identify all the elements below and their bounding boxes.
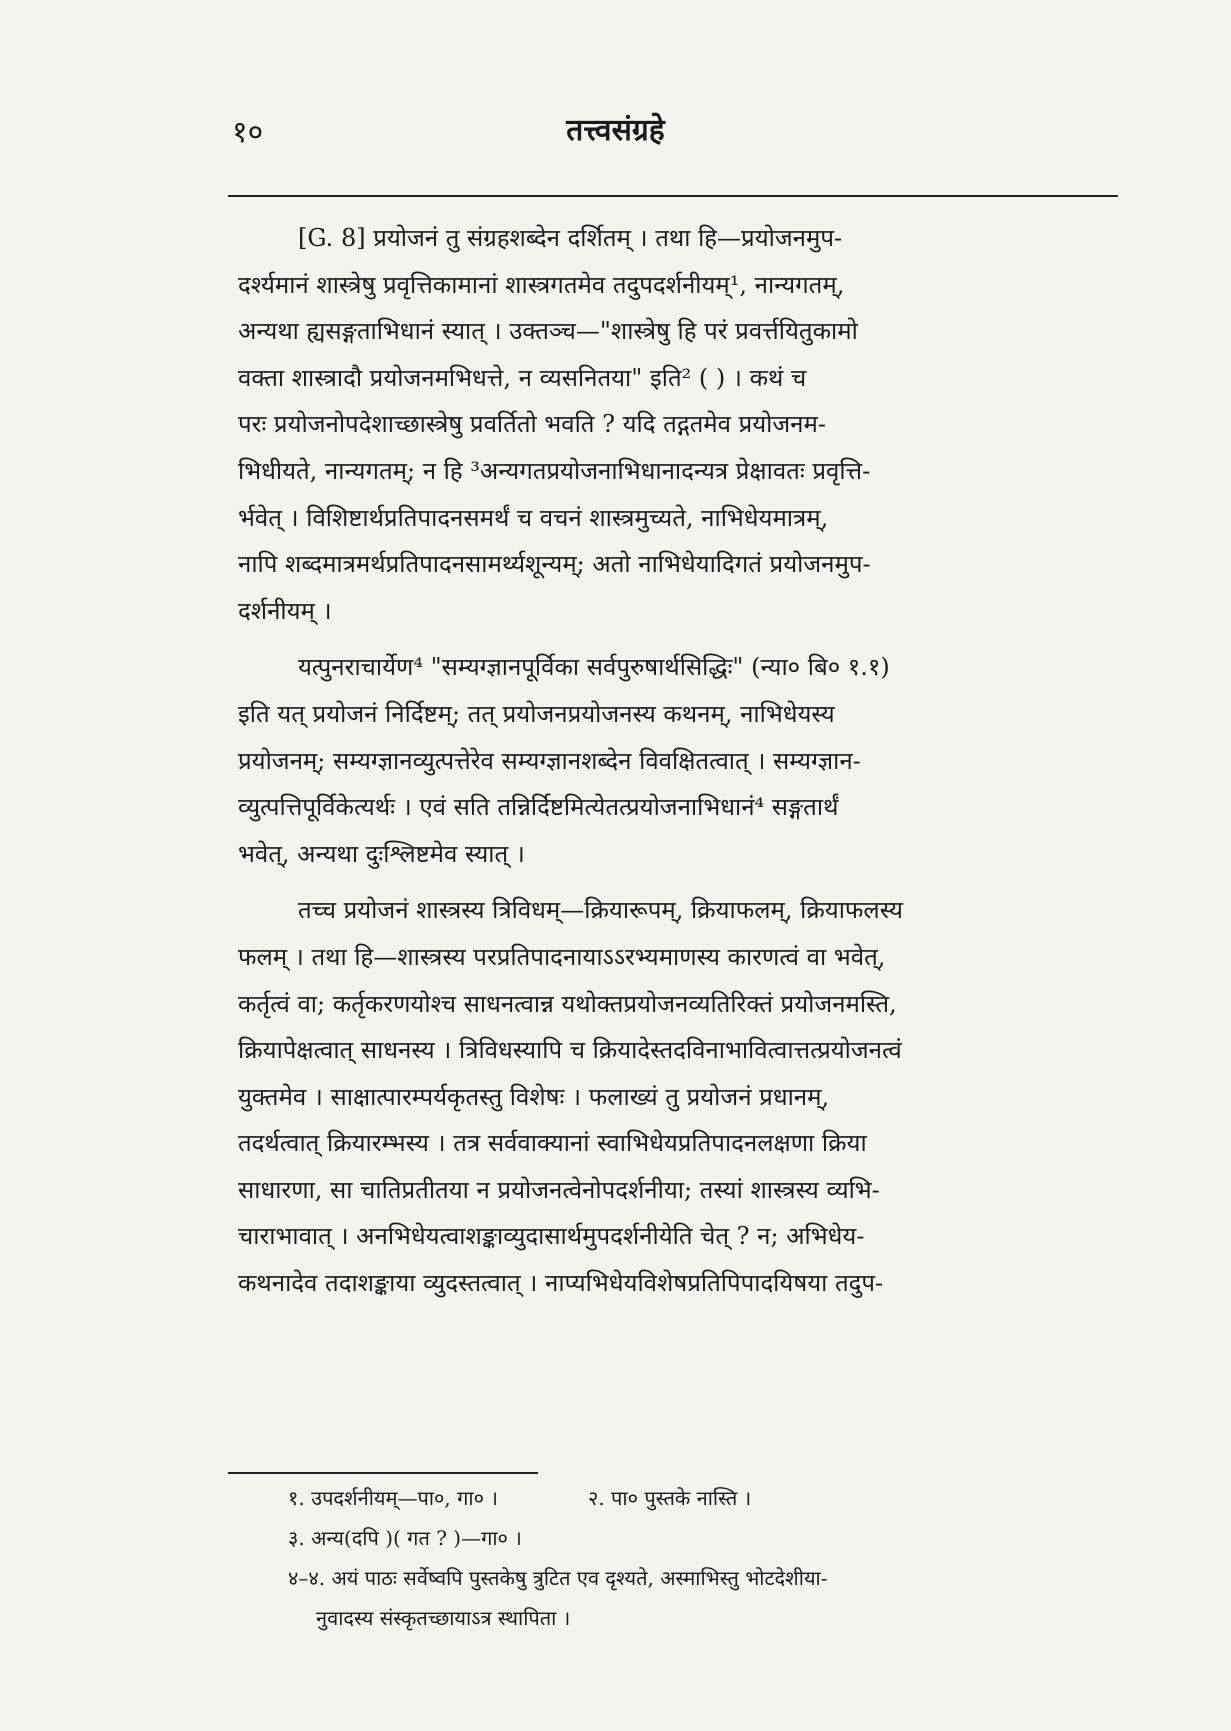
- text-line: प्रयोजनम्; सम्यग्ज्ञानव्युत्पत्तेरेव सम्यग्ज्ञानशब्देन विवक्षितत्वात् । सम्यग्ज्ञान-: [238, 746, 861, 775]
- text-line: कथनादेव तदाशङ्काया व्युदस्तत्वात् । नाप्यभिधेयविशेषप्रतिपिपादयिषया तदुप-: [238, 1269, 884, 1298]
- header-rule: [228, 195, 1118, 197]
- footnotes: [228, 1478, 1118, 1638]
- text-line: नापि शब्दमात्रमर्थप्रतिपादनसामर्थ्यशून्यम्; अतो नाभिधेयादिगतं प्रयोजनमुप-: [238, 550, 871, 579]
- text-line: अन्यथा ह्यसङ्गताभिधानं स्यात् । उक्तञ्च—"शास्त्रेषु हि परं प्रवर्त्तयितुकामो: [238, 317, 858, 346]
- text-line: साधारणा, सा चातिप्रतीतया न प्रयोजनत्वेनोपदर्शनीया; तस्यां शास्त्रस्य व्यभि-: [238, 1175, 880, 1204]
- text-line: वक्ता शास्त्रादौ प्रयोजनमभिधत्ते, न व्यसनितया" इति² ( ) । कथं च: [238, 363, 807, 392]
- text-line: इति यत् प्रयोजनं निर्दिष्टम्; तत् प्रयोजनप्रयोजनस्य कथनम्, नाभिधेयस्य: [238, 699, 835, 728]
- footnote-2: २. पा० पुस्तके नास्ति ।: [587, 1486, 752, 1510]
- text-line: भिधीयते, नान्यगतम्; न हि ³अन्यगतप्रयोजनाभिधानादन्यत्र प्रेक्षावतः प्रवृत्ति-: [238, 456, 871, 485]
- text-line: व्युत्पत्तिपूर्विकेत्यर्थः । एवं सति तन्निर्दिष्टमित्येतत्प्रयोजनाभिधानं⁴ सङ्गतार्थं: [238, 793, 839, 822]
- text-line: दर्श्यमानं शास्त्रेषु प्रवृत्तिकामानां शास्त्रगतमेव तदुपदर्शनीयम्¹, नान्यगतम्,: [238, 270, 845, 299]
- text-line: परः प्रयोजनोपदेशाच्छास्त्रेषु प्रवर्तितो भवति ? यदि तद्गतमेव प्रयोजनम-: [238, 410, 826, 439]
- text-line: चाराभावात् । अनभिधेयत्वाशङ्काव्युदासार्थमुपदर्शनीयेति चेत् ? न; अभिधेय-: [238, 1222, 865, 1251]
- footnote-line: [228, 1478, 1118, 1518]
- running-head: तत्त्वसंग्रहे: [566, 113, 665, 148]
- text-line: क्रियापेक्षत्वात् साधनस्य । त्रिविधस्यापि च क्रियादेस्तदविनाभावित्वात्तत्प्रयोजनत्वं: [238, 1036, 902, 1065]
- text-line: [G. 8] प्रयोजनं तु संग्रहशब्देन दर्शितम् । तथा हि—प्रयोजनमुप-: [298, 224, 843, 252]
- footnote-rule: [228, 1472, 538, 1474]
- body-text: [238, 215, 1108, 1307]
- text-line: भवेत्, अन्यथा दुःश्लिष्टमेव स्यात् ।: [238, 839, 525, 868]
- text-line: तदर्थत्वात् क्रियारम्भस्य । तत्र सर्ववाक्यानां स्वाभिधेयप्रतिपादनलक्षणा क्रिया: [238, 1129, 867, 1158]
- text-line: युक्तमेव । साक्षात्पारम्पर्यकृतस्तु विशेषः । फलाख्यं तु प्रयोजनं प्रधानम्,: [238, 1082, 830, 1111]
- footnote-3: ३. अन्य(दपि )( गत ? )—गा० ।: [288, 1526, 522, 1550]
- text-line: तच्च प्रयोजनं शास्त्रस्य त्रिविधम्—क्रियारूपम्, क्रियाफलम्, क्रियाफलस्य: [298, 896, 903, 925]
- text-line: दर्शनीयम् ।: [238, 596, 332, 625]
- footnote-4: ४–४. अयं पाठः सर्वेष्वपि पुस्तकेषु त्रुटित एव दृश्यते, अस्माभिस्तु भोटदेशीया-: [288, 1566, 828, 1590]
- text-line: यत्पुनराचार्येण⁴ "सम्यग्ज्ञानपूर्विका सर्वपुरुषार्थसिद्धिः" (न्या० बि० १.१): [298, 653, 890, 682]
- text-line: फलम् । तथा हि—शास्त्रस्य परप्रतिपादनायाऽऽरभ्यमाणस्य कारणत्वं वा भवेत्,: [238, 942, 886, 971]
- page-number: १०: [232, 115, 264, 150]
- footnote-4-continuation: नुवादस्य संस्कृतच्छायाऽत्र स्थापिता ।: [316, 1606, 571, 1630]
- footnote-1: १. उपदर्शनीयम्—पा०, गा० ।: [288, 1486, 498, 1510]
- text-line: र्भवेत् । विशिष्टार्थप्रतिपादनसमर्थं च वचनं शास्त्रमुच्यते, नाभिधेयमात्रम्,: [238, 503, 829, 532]
- text-line: कर्तृत्वं वा; कर्तृकरणयोश्च साधनत्वान्न यथोक्तप्रयोजनव्यतिरिक्तं प्रयोजनमस्ति,: [238, 989, 897, 1018]
